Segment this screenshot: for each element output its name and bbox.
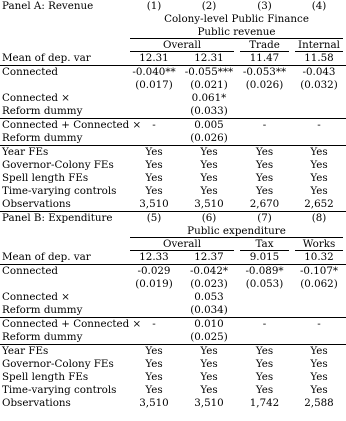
table-cell: (0.021): [190, 79, 228, 91]
panel-b-group-overall: Overall: [127, 238, 237, 251]
table-cell: [292, 304, 346, 318]
table-cell: Yes: [200, 358, 218, 370]
row-label: Year FEs: [0, 146, 127, 160]
table-row: [0, 371, 346, 384]
panel-a-super-header: Colony-level Public Finance: [164, 13, 309, 25]
table-cell: [127, 92, 181, 105]
row-label: Spell length FEs: [2, 172, 89, 184]
table-cell: [292, 331, 346, 345]
panel-b-group-tax: Tax: [237, 238, 292, 251]
table-cell: Yes: [200, 159, 218, 171]
table-cell: -: [237, 318, 292, 332]
table-row: [0, 159, 346, 172]
table-cell: -0.055***: [181, 66, 237, 80]
table-cell: [237, 304, 292, 318]
table-row: [0, 92, 346, 105]
table-cell: 1,742: [249, 397, 280, 409]
row-label: Time-varying controls: [2, 384, 117, 396]
table-cell: [237, 105, 292, 119]
table-cell: [292, 92, 346, 105]
row-label: Connected: [0, 265, 127, 279]
table-row: [0, 278, 346, 291]
table-cell: [292, 105, 346, 119]
table-cell: [127, 331, 181, 345]
table-cell: [127, 291, 181, 304]
table-cell: Yes: [310, 159, 328, 171]
table-cell: -: [292, 318, 346, 332]
table-cell: [237, 331, 292, 345]
panel-b-group-row: [0, 238, 346, 251]
table-cell: (0.026): [245, 79, 284, 91]
table-cell: 12.31: [194, 52, 224, 64]
table-cell: [292, 132, 346, 146]
table-row: [0, 146, 346, 160]
table-cell: Yes: [145, 172, 163, 184]
table-row: [0, 304, 346, 318]
table-cell: Yes: [145, 358, 163, 370]
table-cell: Yes: [255, 358, 274, 370]
panel-a-dep-var-header: Public revenue: [127, 26, 346, 39]
table-cell: Yes: [200, 172, 218, 184]
row-label: Connected + Connected ×: [2, 318, 142, 330]
table-cell: 11.58: [304, 52, 334, 64]
table-cell: Yes: [237, 345, 292, 359]
table-cell: 9.015: [249, 251, 280, 263]
table-cell: 12.33: [139, 251, 169, 263]
row-label: Mean of dep. var: [2, 251, 91, 263]
panel-a-group-trade: Trade: [237, 39, 292, 52]
row-label: Spell length FEs: [2, 371, 89, 383]
table-cell: Yes: [200, 371, 218, 383]
table-row: [0, 358, 346, 371]
panel-a-body: [0, 52, 346, 212]
row-label: Reform dummy: [2, 331, 83, 343]
row-label: Governor-Colony FEs: [2, 159, 114, 171]
panel-b-title: Panel B: Expenditure: [0, 212, 127, 226]
table-row: [0, 318, 346, 332]
col-num-5: (5): [127, 212, 181, 226]
table-row: [0, 132, 346, 146]
row-label: Year FEs: [0, 345, 127, 359]
table-cell: Yes: [255, 371, 274, 383]
table-row: [0, 251, 346, 265]
table-row: [0, 79, 346, 92]
table-row: [0, 172, 346, 185]
table-cell: Yes: [145, 384, 163, 396]
panel-b-title-row: [0, 212, 346, 226]
table-cell: (0.025): [190, 331, 228, 343]
table-row: [0, 384, 346, 397]
table-row: [0, 265, 346, 279]
table-cell: [127, 105, 181, 119]
table-cell: -: [127, 119, 181, 133]
panel-b-body: [0, 251, 346, 410]
table-cell: -: [237, 119, 292, 133]
table-cell: Yes: [181, 345, 237, 359]
table-row: [0, 66, 346, 80]
panel-a-group-internal: Internal: [292, 39, 346, 52]
table-cell: -0.107*: [292, 265, 346, 279]
table-cell: (0.034): [190, 304, 228, 316]
table-row: [0, 331, 346, 345]
table-cell: -0.053**: [237, 66, 292, 80]
table-cell: -: [292, 119, 346, 133]
table-row: [0, 52, 346, 66]
table-cell: [127, 132, 181, 146]
panel-a-group-overall: Overall: [127, 39, 237, 52]
table-cell: 10.32: [304, 251, 334, 263]
row-label: Connected ×: [2, 92, 70, 104]
table-cell: -0.043: [292, 66, 346, 80]
table-cell: (0.033): [190, 105, 228, 117]
table-cell: [237, 92, 292, 105]
table-cell: Yes: [200, 384, 218, 396]
table-cell: Yes: [145, 371, 163, 383]
table-cell: Yes: [292, 345, 346, 359]
table-cell: 3,510: [139, 397, 169, 409]
table-cell: Yes: [237, 146, 292, 160]
panel-b-header2-row: [0, 225, 346, 238]
row-label: Connected: [0, 66, 127, 80]
table-cell: -0.029: [127, 265, 181, 279]
table-row: [0, 291, 346, 304]
table-row: [0, 397, 346, 410]
table-cell: Yes: [145, 159, 163, 171]
table-cell: 2,670: [249, 198, 280, 210]
table-cell: 11.47: [249, 52, 280, 64]
table-cell: Yes: [310, 172, 328, 184]
table-row: [0, 119, 346, 133]
table-row: [0, 345, 346, 359]
table-cell: (0.017): [135, 79, 173, 91]
table-cell: Yes: [181, 146, 237, 160]
row-label: Connected ×: [2, 291, 70, 303]
table-cell: 12.31: [139, 52, 169, 64]
table-cell: Yes: [310, 384, 328, 396]
table-cell: (0.053): [245, 278, 284, 290]
table-cell: Yes: [145, 185, 163, 197]
table-cell: 3,510: [194, 397, 224, 409]
table-cell: [127, 304, 181, 318]
table-cell: (0.019): [135, 278, 173, 290]
col-num-2: (2): [201, 0, 217, 12]
table-cell: 0.061*: [191, 92, 227, 104]
table-cell: [292, 291, 346, 304]
panel-a-title-row: [0, 0, 346, 13]
table-cell: 0.010: [181, 318, 237, 332]
row-label: Connected + Connected ×: [2, 119, 142, 131]
table-cell: -0.040**: [127, 66, 181, 80]
table-cell: 3,510: [139, 198, 169, 210]
col-num-3: (3): [257, 0, 272, 12]
row-label: [0, 79, 127, 92]
table-cell: [237, 132, 292, 146]
table-cell: Yes: [292, 146, 346, 160]
panel-a-title: Panel A: Revenue: [2, 0, 94, 12]
table-cell: Yes: [255, 159, 274, 171]
row-label: [0, 278, 127, 291]
table-cell: 12.37: [194, 251, 224, 263]
col-num-4: (4): [311, 0, 327, 12]
col-num-6: (6): [181, 212, 237, 226]
row-label: Reform dummy: [2, 132, 83, 144]
table-row: [0, 105, 346, 119]
table-cell: 0.005: [181, 119, 237, 133]
row-label: Mean of dep. var: [2, 52, 91, 64]
panel-b-dep-var-header: Public expenditure: [127, 225, 346, 238]
row-label: Governor-Colony FEs: [2, 358, 114, 370]
table-cell: 0.053: [194, 291, 224, 303]
table-cell: 3,510: [194, 198, 224, 210]
table-cell: (0.032): [300, 79, 338, 91]
table-cell: 2,652: [304, 198, 334, 210]
table-cell: 2,588: [304, 397, 334, 409]
table-cell: Yes: [200, 185, 218, 197]
table-cell: (0.062): [300, 278, 338, 290]
table-cell: -0.042*: [181, 265, 237, 279]
table-cell: Yes: [127, 345, 181, 359]
col-num-1: (1): [146, 0, 162, 12]
row-label: Reform dummy: [2, 304, 83, 316]
table-cell: Yes: [310, 185, 328, 197]
table-cell: Yes: [255, 384, 274, 396]
table-cell: Yes: [127, 146, 181, 160]
table-cell: -: [127, 318, 181, 332]
row-label: Reform dummy: [2, 105, 83, 117]
table-cell: Yes: [310, 371, 328, 383]
table-cell: [237, 291, 292, 304]
table-cell: Yes: [255, 172, 274, 184]
row-label: Time-varying controls: [2, 185, 117, 197]
panel-a-header1-row: [0, 13, 346, 26]
table-cell: Yes: [255, 185, 274, 197]
col-num-8: (8): [292, 212, 346, 226]
table-row: [0, 185, 346, 198]
panel-a-header2-row: [0, 26, 346, 39]
panel-a-group-row: [0, 39, 346, 52]
row-label: Observations: [2, 198, 71, 210]
table-cell: -0.089*: [237, 265, 292, 279]
table-cell: (0.026): [190, 132, 228, 144]
panel-b-group-works: Works: [292, 238, 346, 251]
table-cell: (0.023): [190, 278, 228, 290]
row-label: Observations: [2, 397, 71, 409]
table-row: [0, 198, 346, 212]
table-cell: Yes: [310, 358, 328, 370]
col-num-7: (7): [237, 212, 292, 226]
